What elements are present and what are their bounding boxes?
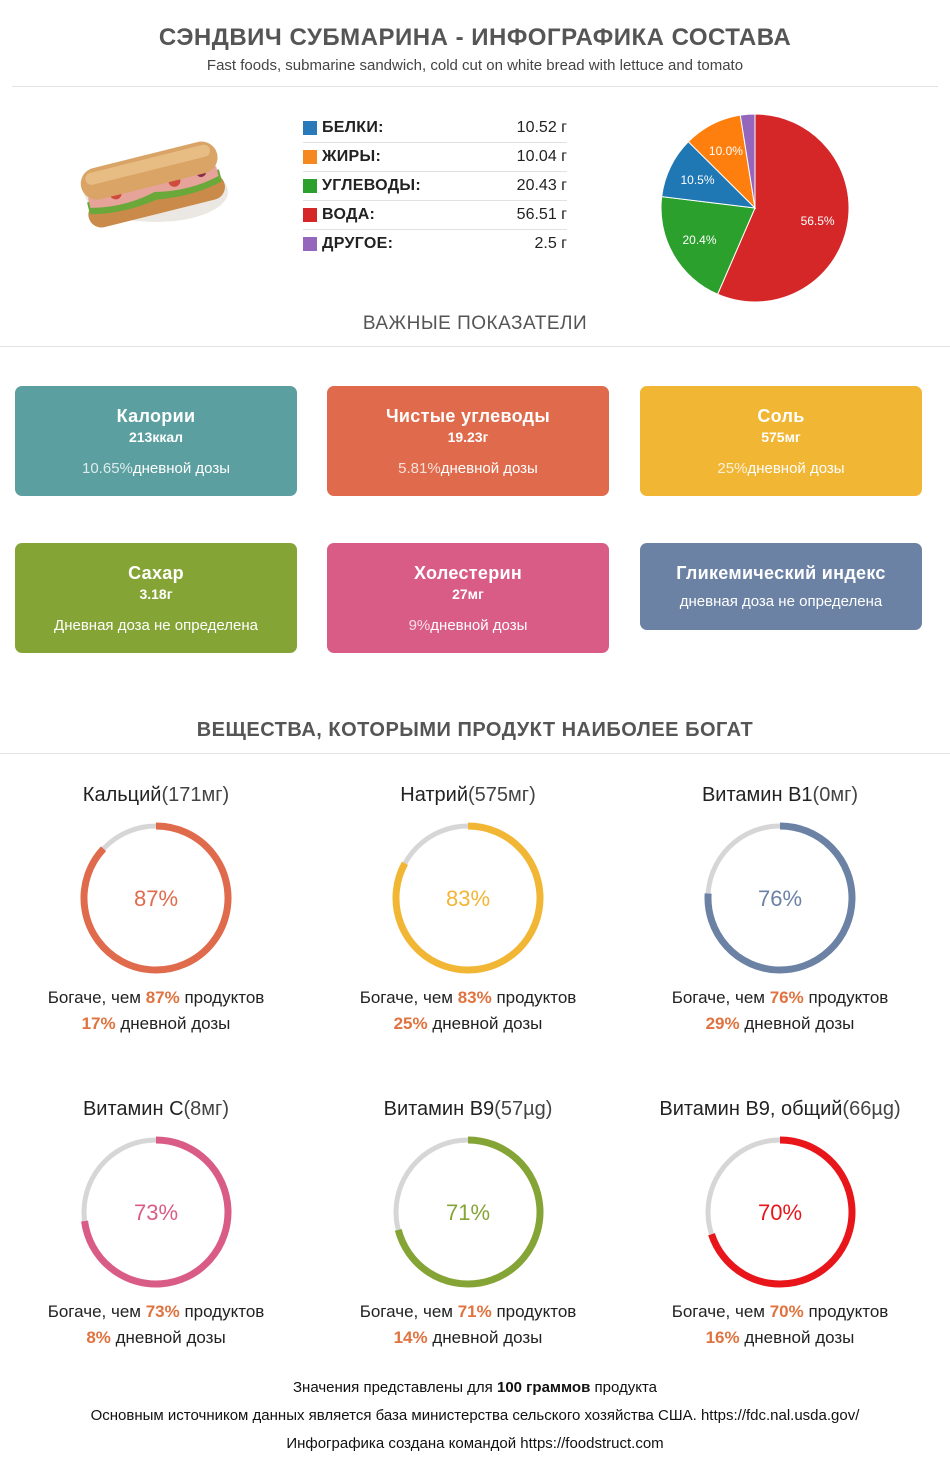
- daily-pct: 25%: [393, 1014, 428, 1033]
- macro-value: 10.04 г: [516, 148, 567, 165]
- nutrient-vitamin-c: [0, 1098, 312, 1348]
- richer-suffix: продуктов: [803, 988, 889, 1007]
- divider: [0, 346, 950, 347]
- footer-text: Значения представлены для: [292, 1379, 497, 1396]
- card-daily: [327, 617, 609, 634]
- richer-pct: 87%: [145, 988, 180, 1007]
- card-title: Холестерин: [413, 563, 523, 583]
- macro-label: ВОДА:: [322, 206, 376, 223]
- richer-suffix: продуктов: [491, 988, 577, 1007]
- daily-dose-line: [624, 1328, 936, 1348]
- percentile-ring: [388, 1132, 548, 1292]
- legend-swatch: [303, 121, 317, 135]
- richer-than-line: [0, 1302, 312, 1322]
- daily-pct: 17%: [81, 1014, 116, 1033]
- daily-text: дневной дозы: [427, 1014, 543, 1033]
- card-amount: 575мг: [761, 429, 801, 445]
- nutrient-name: Кальций: [82, 784, 162, 806]
- card-cholesterol: [327, 543, 609, 653]
- richer-prefix: Богаче, чем: [671, 1302, 770, 1321]
- richer-pct: 70%: [769, 1302, 804, 1321]
- daily-pct: 16%: [705, 1328, 740, 1347]
- card-daily: [640, 593, 922, 610]
- card-daily-text: Дневная доза не определена: [54, 617, 258, 634]
- daily-dose-line: [0, 1014, 312, 1034]
- nutrient-title: [624, 784, 936, 810]
- card-daily: [640, 460, 922, 477]
- nutrient-title: [312, 1098, 624, 1124]
- card-daily-text: дневной дозы: [132, 460, 230, 477]
- footer-credits: Инфографика создана командой https://foodstruct.com: [286, 1435, 664, 1452]
- richer-than-line: [312, 988, 624, 1008]
- daily-pct: 8%: [86, 1328, 111, 1347]
- nutrient-amount: (171мг): [161, 784, 230, 806]
- ring-percent-label: 76%: [757, 886, 803, 911]
- legend-swatch: [303, 237, 317, 251]
- footer-note: [0, 1379, 950, 1396]
- richer-than-line: [0, 988, 312, 1008]
- daily-pct: 29%: [705, 1014, 740, 1033]
- page-subtitle: Fast foods, submarine sandwich, cold cut on white bread with lettuce and tomato: [206, 57, 744, 74]
- nutrient-title: [0, 784, 312, 810]
- macro-row-protein: [303, 114, 567, 143]
- card-daily: [15, 617, 297, 634]
- nutrient-name: Витамин B9, общий: [659, 1098, 843, 1120]
- card-title: Гликемический индекс: [676, 563, 886, 583]
- pie-slice-label: 10.0%: [708, 144, 743, 159]
- percentile-ring: [76, 1132, 236, 1292]
- richer-pct: 76%: [769, 988, 804, 1007]
- nutrient-title: [624, 1098, 936, 1124]
- card-glycemic-index: [640, 543, 922, 630]
- card-daily-pct: 5.81%: [398, 460, 441, 477]
- daily-text: дневной дозы: [739, 1328, 855, 1347]
- daily-dose-line: [312, 1014, 624, 1034]
- ring-percent-label: 70%: [757, 1200, 803, 1225]
- pie-slice-label: 56.5%: [800, 213, 835, 228]
- macro-label: БЕЛКИ:: [322, 119, 384, 136]
- section-title-indicators: ВАЖНЫЕ ПОКАЗАТЕЛИ: [362, 313, 588, 334]
- card-amount: 27мг: [452, 586, 484, 602]
- nutrient-vitamin-b9-total: [624, 1098, 936, 1348]
- card-daily: [15, 460, 297, 477]
- card-title: Чистые углеводы: [385, 406, 551, 426]
- macro-row-carbs: [303, 172, 567, 201]
- nutrient-name: Натрий: [400, 784, 469, 806]
- macro-table: [303, 114, 567, 258]
- divider: [0, 753, 950, 754]
- richer-prefix: Богаче, чем: [359, 988, 458, 1007]
- daily-text: дневной дозы: [115, 1014, 231, 1033]
- footer-text: продукта: [590, 1379, 657, 1396]
- nutrient-title: [0, 1098, 312, 1124]
- daily-text: дневной дозы: [110, 1328, 226, 1347]
- richer-than-line: [624, 1302, 936, 1322]
- card-daily-text: дневной дозы: [747, 460, 845, 477]
- macro-value: 56.51 г: [516, 206, 567, 223]
- daily-dose-line: [312, 1328, 624, 1348]
- daily-dose-line: [624, 1014, 936, 1034]
- pie-slice-label: 10.5%: [680, 173, 715, 188]
- composition-pie-chart: [650, 107, 860, 312]
- ring-percent-label: 73%: [133, 1200, 179, 1225]
- macro-row-other: [303, 230, 567, 258]
- percentile-ring: [388, 818, 548, 978]
- macro-value: 10.52 г: [516, 119, 567, 136]
- card-amount: 19.23г: [447, 429, 489, 445]
- card-daily-pct: 25%: [717, 460, 748, 477]
- nutrient-name: Витамин B1: [701, 784, 813, 806]
- ring-percent-label: 83%: [445, 886, 491, 911]
- macro-value: 2.5 г: [534, 235, 567, 252]
- richer-suffix: продуктов: [803, 1302, 889, 1321]
- section-title-rich-nutrients: ВЕЩЕСТВА, КОТОРЫМИ ПРОДУКТ НАИБОЛЕЕ БОГАТ: [196, 719, 754, 741]
- richer-suffix: продуктов: [179, 988, 265, 1007]
- sandwich-image: [76, 140, 232, 240]
- richer-than-line: [624, 988, 936, 1008]
- richer-suffix: продуктов: [491, 1302, 577, 1321]
- legend-swatch: [303, 208, 317, 222]
- card-daily: [327, 460, 609, 477]
- macro-value: 20.43 г: [516, 177, 567, 194]
- percentile-ring: [76, 818, 236, 978]
- richer-than-line: [312, 1302, 624, 1322]
- nutrient-amount: (575мг): [468, 784, 536, 806]
- macro-label: УГЛЕВОДЫ:: [322, 177, 422, 194]
- daily-text: дневной дозы: [739, 1014, 855, 1033]
- richer-pct: 71%: [457, 1302, 492, 1321]
- macro-row-water: [303, 201, 567, 230]
- nutrient-amount: (57µg): [494, 1098, 553, 1120]
- richer-pct: 73%: [145, 1302, 180, 1321]
- richer-prefix: Богаче, чем: [47, 988, 146, 1007]
- card-daily-pct: 9%: [408, 617, 431, 634]
- nutrient-title: [312, 784, 624, 810]
- macro-label: ДРУГОЕ:: [322, 235, 394, 252]
- percentile-ring: [700, 818, 860, 978]
- footer-source: Основным источником данных является база министерства сельского хозяйства США. https://fdc.nal.usda.gov/: [90, 1407, 860, 1424]
- nutrient-amount: (8мг): [183, 1098, 230, 1120]
- pie-slice-label: 20.4%: [682, 232, 717, 247]
- richer-prefix: Богаче, чем: [47, 1302, 146, 1321]
- divider: [12, 86, 938, 87]
- card-title: Калории: [116, 406, 196, 426]
- card-title: Соль: [757, 406, 805, 426]
- card-daily-text: дневной дозы: [440, 460, 538, 477]
- legend-swatch: [303, 150, 317, 164]
- richer-prefix: Богаче, чем: [671, 988, 770, 1007]
- nutrient-vitamin-b1: [624, 784, 936, 1034]
- macro-row-fat: [303, 143, 567, 172]
- daily-text: дневной дозы: [427, 1328, 543, 1347]
- ring-percent-label: 71%: [445, 1200, 491, 1225]
- card-daily-text: дневная доза не определена: [679, 593, 883, 610]
- card-sugar: [15, 543, 297, 653]
- card-title: Сахар: [128, 563, 184, 583]
- daily-pct: 14%: [393, 1328, 428, 1347]
- ring-percent-label: 87%: [133, 886, 179, 911]
- legend-swatch: [303, 179, 317, 193]
- nutrient-name: Витамин B9: [383, 1098, 495, 1120]
- nutrient-amount: (0мг): [812, 784, 859, 806]
- macro-label: ЖИРЫ:: [322, 148, 382, 165]
- card-daily-text: дневной дозы: [430, 617, 528, 634]
- richer-pct: 83%: [457, 988, 492, 1007]
- card-net-carbs: [327, 386, 609, 496]
- richer-suffix: продуктов: [179, 1302, 265, 1321]
- card-calories: [15, 386, 297, 496]
- nutrient-sodium: [312, 784, 624, 1034]
- daily-dose-line: [0, 1328, 312, 1348]
- nutrient-amount: (66µg): [842, 1098, 901, 1120]
- nutrient-calcium: [0, 784, 312, 1034]
- card-amount: 3.18г: [139, 586, 173, 602]
- nutrient-vitamin-b9: [312, 1098, 624, 1348]
- footer-amount: 100 граммов: [496, 1379, 591, 1396]
- percentile-ring: [700, 1132, 860, 1292]
- richer-prefix: Богаче, чем: [359, 1302, 458, 1321]
- card-salt: [640, 386, 922, 496]
- nutrient-name: Витамин C: [82, 1098, 184, 1120]
- card-amount: 213ккал: [128, 429, 184, 445]
- page-title: СЭНДВИЧ СУБМАРИНА - ИНФОГРАФИКА СОСТАВА: [158, 24, 792, 51]
- card-daily-pct: 10.65%: [82, 460, 133, 477]
